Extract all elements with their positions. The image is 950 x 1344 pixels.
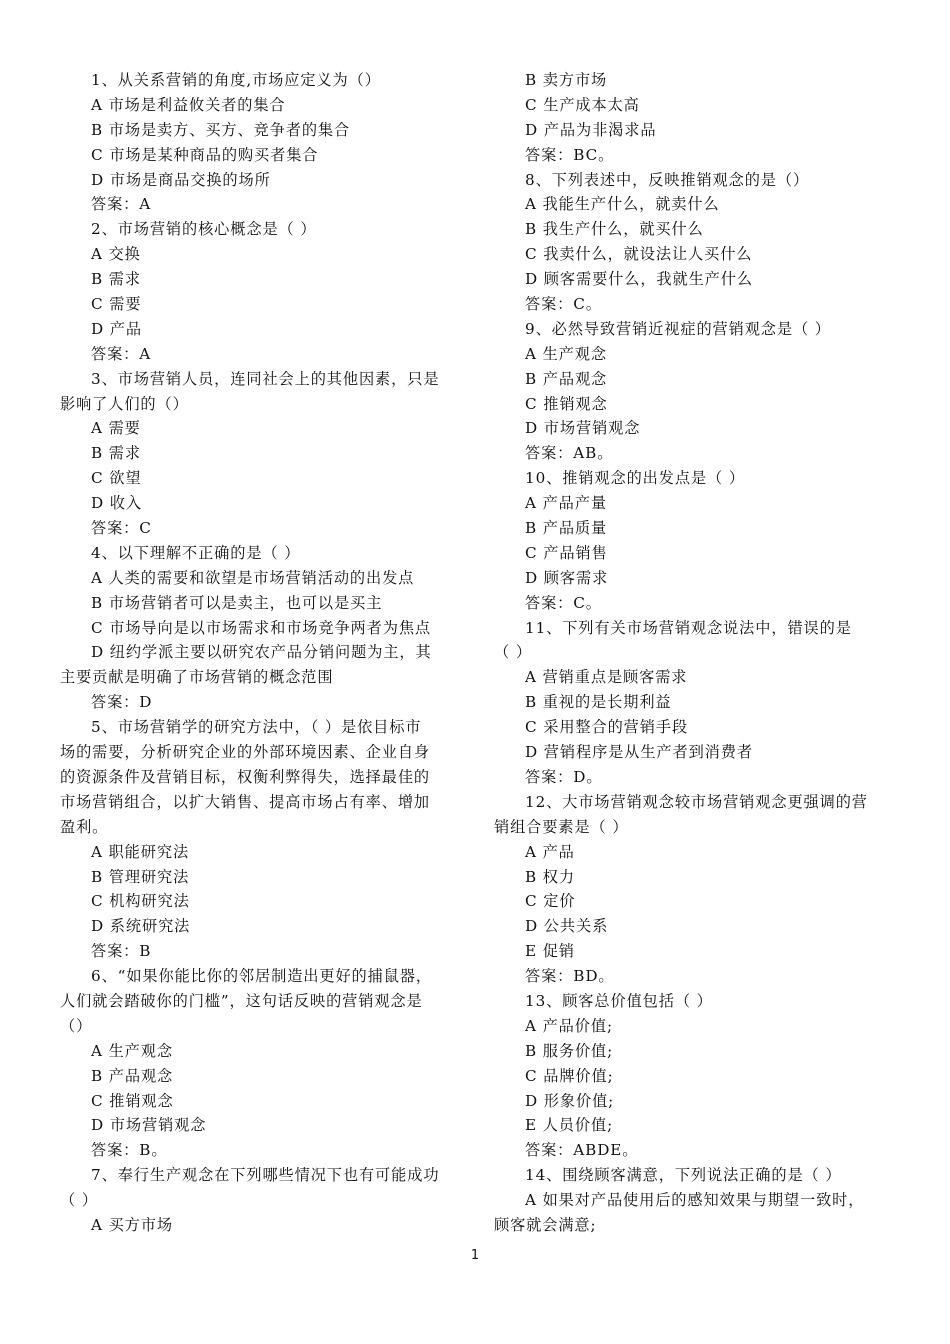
text-line: D 收入 (91, 494, 142, 513)
text-line: 答案：C。 (525, 295, 602, 314)
text-line: C 采用整合的营销手段 (525, 718, 689, 737)
text-line: 14、围绕顾客满意，下列说法正确的是（ ） (525, 1166, 842, 1185)
left-column (60, 68, 452, 1238)
text-line: 13、顾客总价值包括（ ） (525, 991, 713, 1010)
text-line: 答案：A (91, 344, 152, 363)
text-line: B 市场是卖方、买方、竞争者的集合 (91, 120, 351, 139)
text-line: A 需要 (91, 419, 141, 438)
text-line: A 产品产量 (525, 494, 607, 513)
text-line: 顾客就会满意; (494, 1215, 597, 1234)
text-line: 6、“如果你能比你的邻居制造出更好的捕鼠器， (91, 967, 432, 986)
text-line: E 促销 (525, 942, 575, 961)
text-line: 5、市场营销学的研究方法中，（ ）是依目标市 (91, 718, 422, 737)
text-line: D 顾客需求 (525, 568, 609, 587)
text-line: 销组合要素是（ ） (494, 817, 629, 836)
text-line: A 如果对产品使用后的感知效果与期望一致时， (525, 1191, 865, 1210)
text-line: D 形象价值; (525, 1091, 615, 1110)
text-line: 答案：BC。 (525, 145, 615, 164)
text-line: D 纽约学派主要以研究农产品分销问题为主，其 (91, 643, 432, 662)
text-line: A 产品 (525, 842, 575, 861)
text-line: 3、市场营销人员，连同社会上的其他因素，只是 (91, 369, 440, 388)
text-line: D 公共关系 (525, 917, 609, 936)
text-line: 2、市场营销的核心概念是（ ） (91, 220, 317, 239)
text-line: 12、大市场营销观念较市场营销观念更强调的营 (525, 792, 868, 811)
text-line: B 权力 (525, 867, 575, 886)
text-line: D 产品为非渴求品 (525, 120, 657, 139)
text-line: C 定价 (525, 892, 576, 911)
text-line: D 市场营销观念 (91, 1116, 207, 1135)
text-line: A 生产观念 (525, 344, 607, 363)
text-line: A 生产观念 (91, 1041, 173, 1060)
text-line: C 品牌价值; (525, 1066, 614, 1085)
text-line: 1、从关系营销的角度,市场应定义为（） (91, 71, 381, 89)
text-line: C 生产成本太高 (525, 95, 640, 114)
text-line: B 产品观念 (525, 369, 608, 388)
text-line: 答案：AB。 (525, 444, 614, 463)
text-line: 答案：D (91, 693, 153, 712)
right-column (494, 68, 886, 1238)
text-line: B 管理研究法 (91, 867, 190, 886)
text-line: 答案：A (91, 195, 152, 214)
page-number: 1 (470, 1248, 480, 1263)
text-line: D 营销程序是从生产者到消费者 (525, 743, 753, 762)
text-line: B 卖方市场 (525, 71, 608, 89)
text-line: A 产品价值; (525, 1016, 613, 1035)
text-line: 影响了人们的（） (60, 394, 189, 413)
text-line: 8、下列表述中，反映推销观念的是（） (525, 170, 810, 189)
text-line: B 市场营销者可以是卖主，也可以是买主 (91, 593, 383, 612)
text-line: 答案：D。 (525, 767, 603, 786)
text-line: （） (60, 1016, 93, 1035)
text-line: C 产品销售 (525, 543, 608, 562)
text-line: 答案：C。 (525, 593, 602, 612)
text-line: D 市场是商品交换的场所 (91, 170, 271, 189)
text-line: A 我能生产什么，就卖什么 (525, 195, 720, 214)
text-line: B 需求 (91, 444, 141, 463)
text-line: C 推销观念 (525, 394, 608, 413)
text-line: B 产品质量 (525, 519, 608, 538)
text-line: B 产品观念 (91, 1066, 174, 1085)
text-line: 7、奉行生产观念在下列哪些情况下也有可能成功 (91, 1166, 440, 1185)
text-line: 答案：ABDE。 (525, 1141, 639, 1160)
text-line: 10、推销观念的出发点是（ ） (525, 469, 745, 488)
text-line: （ ） (60, 1191, 98, 1210)
text-line: C 欲望 (91, 469, 142, 488)
text-line: 盈利。 (60, 817, 109, 836)
text-line: C 我卖什么，就设法让人买什么 (525, 245, 753, 264)
text-line: 答案：B。 (91, 1141, 168, 1160)
text-line: C 推销观念 (91, 1091, 174, 1110)
text-line: C 需要 (91, 295, 142, 314)
text-line: B 服务价值; (525, 1041, 614, 1060)
text-line: A 市场是利益攸关者的集合 (91, 95, 286, 114)
text-line: （ ） (494, 643, 532, 662)
text-line: 11、下列有关市场营销观念说法中，错误的是 (525, 618, 852, 637)
text-line: 答案：C (91, 519, 152, 538)
text-line: 答案：BD。 (525, 967, 615, 986)
text-line: 9、必然导致营销近视症的营销观念是（ ） (525, 319, 831, 338)
text-line: 市场营销组合，以扩大销售、提高市场占有率、增加 (60, 792, 431, 811)
text-line: D 产品 (91, 319, 142, 338)
text-line: C 市场是某种商品的购买者集合 (91, 145, 319, 164)
text-line: A 职能研究法 (91, 842, 190, 861)
text-line: D 系统研究法 (91, 917, 191, 936)
text-line: 场的需要，分析研究企业的外部环境因素、企业自身 (60, 743, 431, 762)
text-line: C 市场导向是以市场需求和市场竞争两者为焦点 (91, 618, 431, 637)
text-line: 人们就会踏破你的门槛”，这句话反映的营销观念是 (60, 991, 423, 1010)
text-line: A 买方市场 (91, 1215, 173, 1234)
text-line: 主要贡献是明确了市场营销的概念范围 (60, 668, 334, 687)
text-line: A 交换 (91, 245, 141, 264)
text-line: D 顾客需要什么，我就生产什么 (525, 270, 753, 289)
text-line: D 市场营销观念 (525, 419, 641, 438)
text-line: B 重视的是长期利益 (525, 693, 672, 712)
text-line: B 需求 (91, 270, 141, 289)
text-line: A 人类的需要和欲望是市场营销活动的出发点 (91, 568, 415, 587)
text-line: 答案：B (91, 942, 152, 961)
text-line: 的资源条件及营销目标，权衡利弊得失，选择最佳的 (60, 767, 431, 786)
text-line: E 人员价值; (525, 1116, 614, 1135)
text-line: 4、以下理解不正确的是（ ） (91, 543, 301, 562)
text-line: A 营销重点是顾客需求 (525, 668, 688, 687)
text-line: B 我生产什么，就买什么 (525, 220, 704, 239)
text-line: C 机构研究法 (91, 892, 190, 911)
